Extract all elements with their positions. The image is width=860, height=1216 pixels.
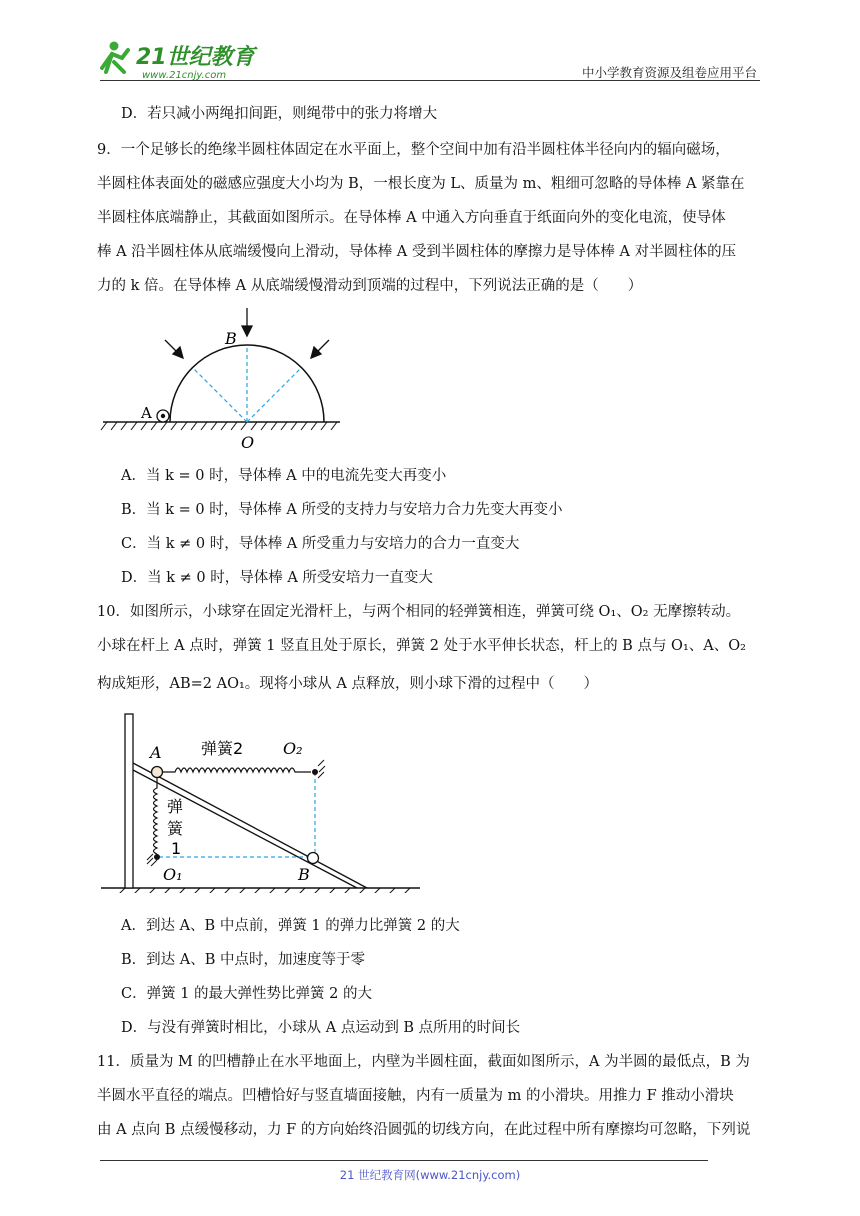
q8-option-d: D．若只减小两绳扣间距，则绳带中的张力将增大 <box>121 106 438 122</box>
q9-text-5: 力的 k 倍。在导体棒 A 从底端缓慢滑动到顶端的过程中，下列说法正确的是（ ） <box>97 278 643 294</box>
figure-half-cylinder <box>95 300 355 464</box>
q11-text-1: 11．质量为 M 的凹槽静止在水平地面上，内壁为半圆柱面，截面如图所示，A 为半圆的最低点，B 为 <box>97 1054 750 1070</box>
q9-text-1: 9．一个足够长的绝缘半圆柱体固定在水平面上，整个空间中加有沿半圆柱体半径向内的辐向磁场， <box>97 142 730 158</box>
fig2-label-o2: O₂ <box>283 739 303 758</box>
q10-option-c: C．弹簧 1 的最大弹性势比弹簧 2 的大 <box>121 986 372 1002</box>
logo-title: 21世纪教育 <box>136 45 255 70</box>
q11-text-2: 半圆水平直径的端点。凹槽恰好与竖直墙面接触，内有一质量为 m 的小滑块。用推力 F 推动小滑块 <box>97 1088 734 1104</box>
q10-option-d: D．与没有弹簧时相比，小球从 A 点运动到 B 点所用的时间长 <box>121 1020 521 1036</box>
q11-text-3: 由 A 点向 B 点缓慢移动，力 F 的方向始终沿圆弧的切线方向，在此过程中所有摩擦均可忽略，下列说 <box>97 1122 751 1138</box>
header-divider <box>100 80 760 81</box>
header-right-text: 中小学教育资源及组卷应用平台 <box>581 65 757 80</box>
fig2-label-o1: O₁ <box>163 865 183 884</box>
fig2-label-spring1-c: 1 <box>171 839 182 858</box>
fig2-label-a: A <box>150 743 162 762</box>
footer-divider <box>100 1160 708 1161</box>
q10-option-b: B．到达 A、B 中点时，加速度等于零 <box>121 952 365 968</box>
fig1-label-b: B <box>225 329 237 348</box>
site-logo <box>92 38 262 84</box>
fig1-label-a: A <box>141 404 152 422</box>
figure-rod-springs <box>95 708 425 897</box>
q10-option-a: A．到达 A、B 中点前，弹簧 1 的弹力比弹簧 2 的大 <box>121 918 460 934</box>
fig2-label-spring1-b: 簧 <box>167 819 184 838</box>
q9-option-d: D．当 k ≠ 0 时，导体棒 A 所受安培力一直变大 <box>121 570 433 586</box>
q10-text-1: 10．如图所示，小球穿在固定光滑杆上，与两个相同的轻弹簧相连，弹簧可绕 O₁、O₂ 无摩擦转动。 <box>97 604 741 620</box>
logo-url: www.21cnjy.com <box>142 70 227 81</box>
q9-text-2: 半圆柱体表面处的磁感应强度大小均为 B，一根长度为 L、质量为 m、粗细可忽略的导体棒 A 紧靠在 <box>97 176 745 192</box>
q9-text-4: 棒 A 沿半圆柱体从底端缓慢向上滑动，导体棒 A 受到半圆柱体的摩擦力是导体棒 A 对半圆柱体的压 <box>97 244 737 260</box>
fig2-label-spring1-a: 弹 <box>167 797 184 816</box>
fig2-label-b: B <box>298 865 310 884</box>
q9-text-3: 半圆柱体底端静止，其截面如图所示。在导体棒 A 中通入方向垂直于纸面向外的变化电流，使导体 <box>97 210 726 226</box>
runner-icon <box>102 42 128 73</box>
q9-option-b: B．当 k = 0 时，导体棒 A 所受的支持力与安培力合力先变大再变小 <box>121 502 563 518</box>
footer-link[interactable]: 21 世纪教育网(www.21cnjy.com) <box>339 1168 521 1182</box>
fig1-label-o: O <box>241 433 255 452</box>
q10-text-2: 小球在杆上 A 点时，弹簧 1 竖直且处于原长，弹簧 2 处于水平伸长状态，杆上的 B 点与 O₁、A、O₂ <box>97 638 746 654</box>
q9-option-c: C．当 k ≠ 0 时，导体棒 A 所受重力与安培力的合力一直变大 <box>121 536 520 552</box>
fig2-label-spring2: 弹簧2 <box>201 739 244 758</box>
q9-option-a: A．当 k = 0 时，导体棒 A 中的电流先变大再变小 <box>121 468 447 484</box>
q10-text-3: 构成矩形，AB=2 AO₁。现将小球从 A 点释放，则小球下滑的过程中（ ） <box>97 676 598 692</box>
